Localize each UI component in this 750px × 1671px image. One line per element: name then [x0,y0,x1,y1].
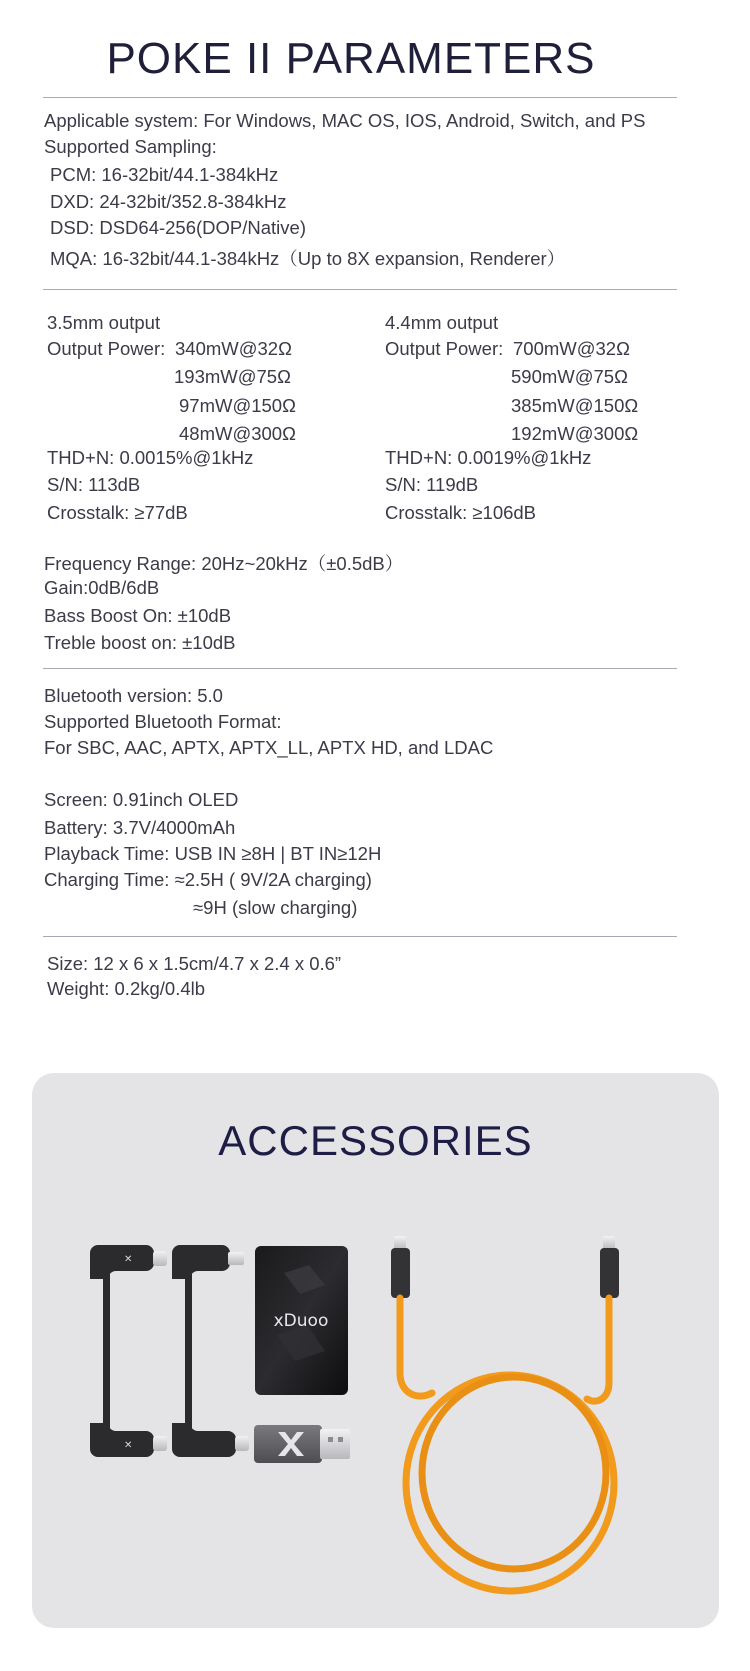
charging-time: Charging Time: ≈2.5H ( 9V/2A charging) [44,869,372,890]
output-35-thd: THD+N: 0.0015%@1kHz [47,447,254,468]
output-44-power-label: Output Power: [385,338,504,359]
dxd-spec: DXD: 24-32bit/352.8-384kHz [50,191,287,212]
screen-spec: Screen: 0.91inch OLED [44,789,239,810]
bluetooth-format-label: Supported Bluetooth Format: [44,711,282,732]
charging-time-slow: ≈9H (slow charging) [193,897,358,918]
bass-boost: Bass Boost On: ±10dB [44,605,232,626]
bluetooth-formats: For SBC, AAC, APTX, APTX_LL, APTX HD, and LDAC [44,737,494,758]
applicable-system: Applicable system: For Windows, MAC OS, IOS, Android, Switch, and PS [44,110,646,131]
output-35-power-label: Output Power: [47,338,166,359]
xduoo-case-icon [255,1246,348,1395]
gain: Gain:0dB/6dB [44,577,160,598]
size-spec: Size: 12 x 6 x 1.5cm/4.7 x 2.4 x 0.6” [47,953,342,974]
divider [43,289,677,290]
output-35-heading: 3.5mm output [47,312,161,333]
accessories-panel [32,1073,719,1628]
sampling-label: Supported Sampling: [44,136,217,157]
dsd-spec: DSD: DSD64-256(DOP/Native) [50,217,306,238]
playback-time: Playback Time: USB IN ≥8H | BT IN≥12H [44,843,382,864]
output-44-power-300: 192mW@300Ω [511,423,639,444]
output-44-power-75: 590mW@75Ω [511,366,628,387]
pcm-spec: PCM: 16-32bit/44.1-384kHz [50,164,279,185]
output-44-thd: THD+N: 0.0019%@1kHz [385,447,592,468]
treble-boost: Treble boost on: ±10dB [44,632,236,653]
page-title: POKE II PARAMETERS [106,34,596,83]
output-35-power-150: 97mW@150Ω [179,395,296,416]
mqa-spec: MQA: 16-32bit/44.1-384kHz（Up to 8X expansion, Renderer） [50,248,566,269]
output-44-sn: S/N: 119dB [385,474,479,495]
output-44-power-32: 700mW@32Ω [513,338,630,359]
output-35-sn: S/N: 113dB [47,474,141,495]
divider [43,668,677,669]
brand-label: xDuoo [273,1311,329,1331]
accessories-illustration [32,1073,719,1628]
weight-spec: Weight: 0.2kg/0.4lb [47,978,206,999]
battery-spec: Battery: 3.7V/4000mAh [44,817,236,838]
accessories-title: ACCESSORIES [218,1117,533,1164]
svg-text:✕: ✕ [124,1254,133,1265]
output-35-power-75: 193mW@75Ω [174,366,291,387]
output-35-power-32: 340mW@32Ω [175,338,292,359]
output-44-power-150: 385mW@150Ω [511,395,639,416]
output-35-power-300: 48mW@300Ω [179,423,296,444]
frequency-range: Frequency Range: 20Hz~20kHz（±0.5dB） [44,553,404,574]
divider [43,936,677,937]
bluetooth-version: Bluetooth version: 5.0 [44,685,223,706]
svg-text:✕: ✕ [124,1440,133,1451]
output-44-heading: 4.4mm output [385,312,499,333]
orange-usb-c-cable-icon [391,1236,619,1591]
output-44-crosstalk: Crosstalk: ≥106dB [385,502,537,523]
short-cable-typec-icon [90,1245,167,1457]
output-35-crosstalk: Crosstalk: ≥77dB [47,502,188,523]
usb-dongle-icon [254,1425,350,1463]
short-cable-lightning-icon [172,1245,249,1457]
divider [43,97,677,98]
